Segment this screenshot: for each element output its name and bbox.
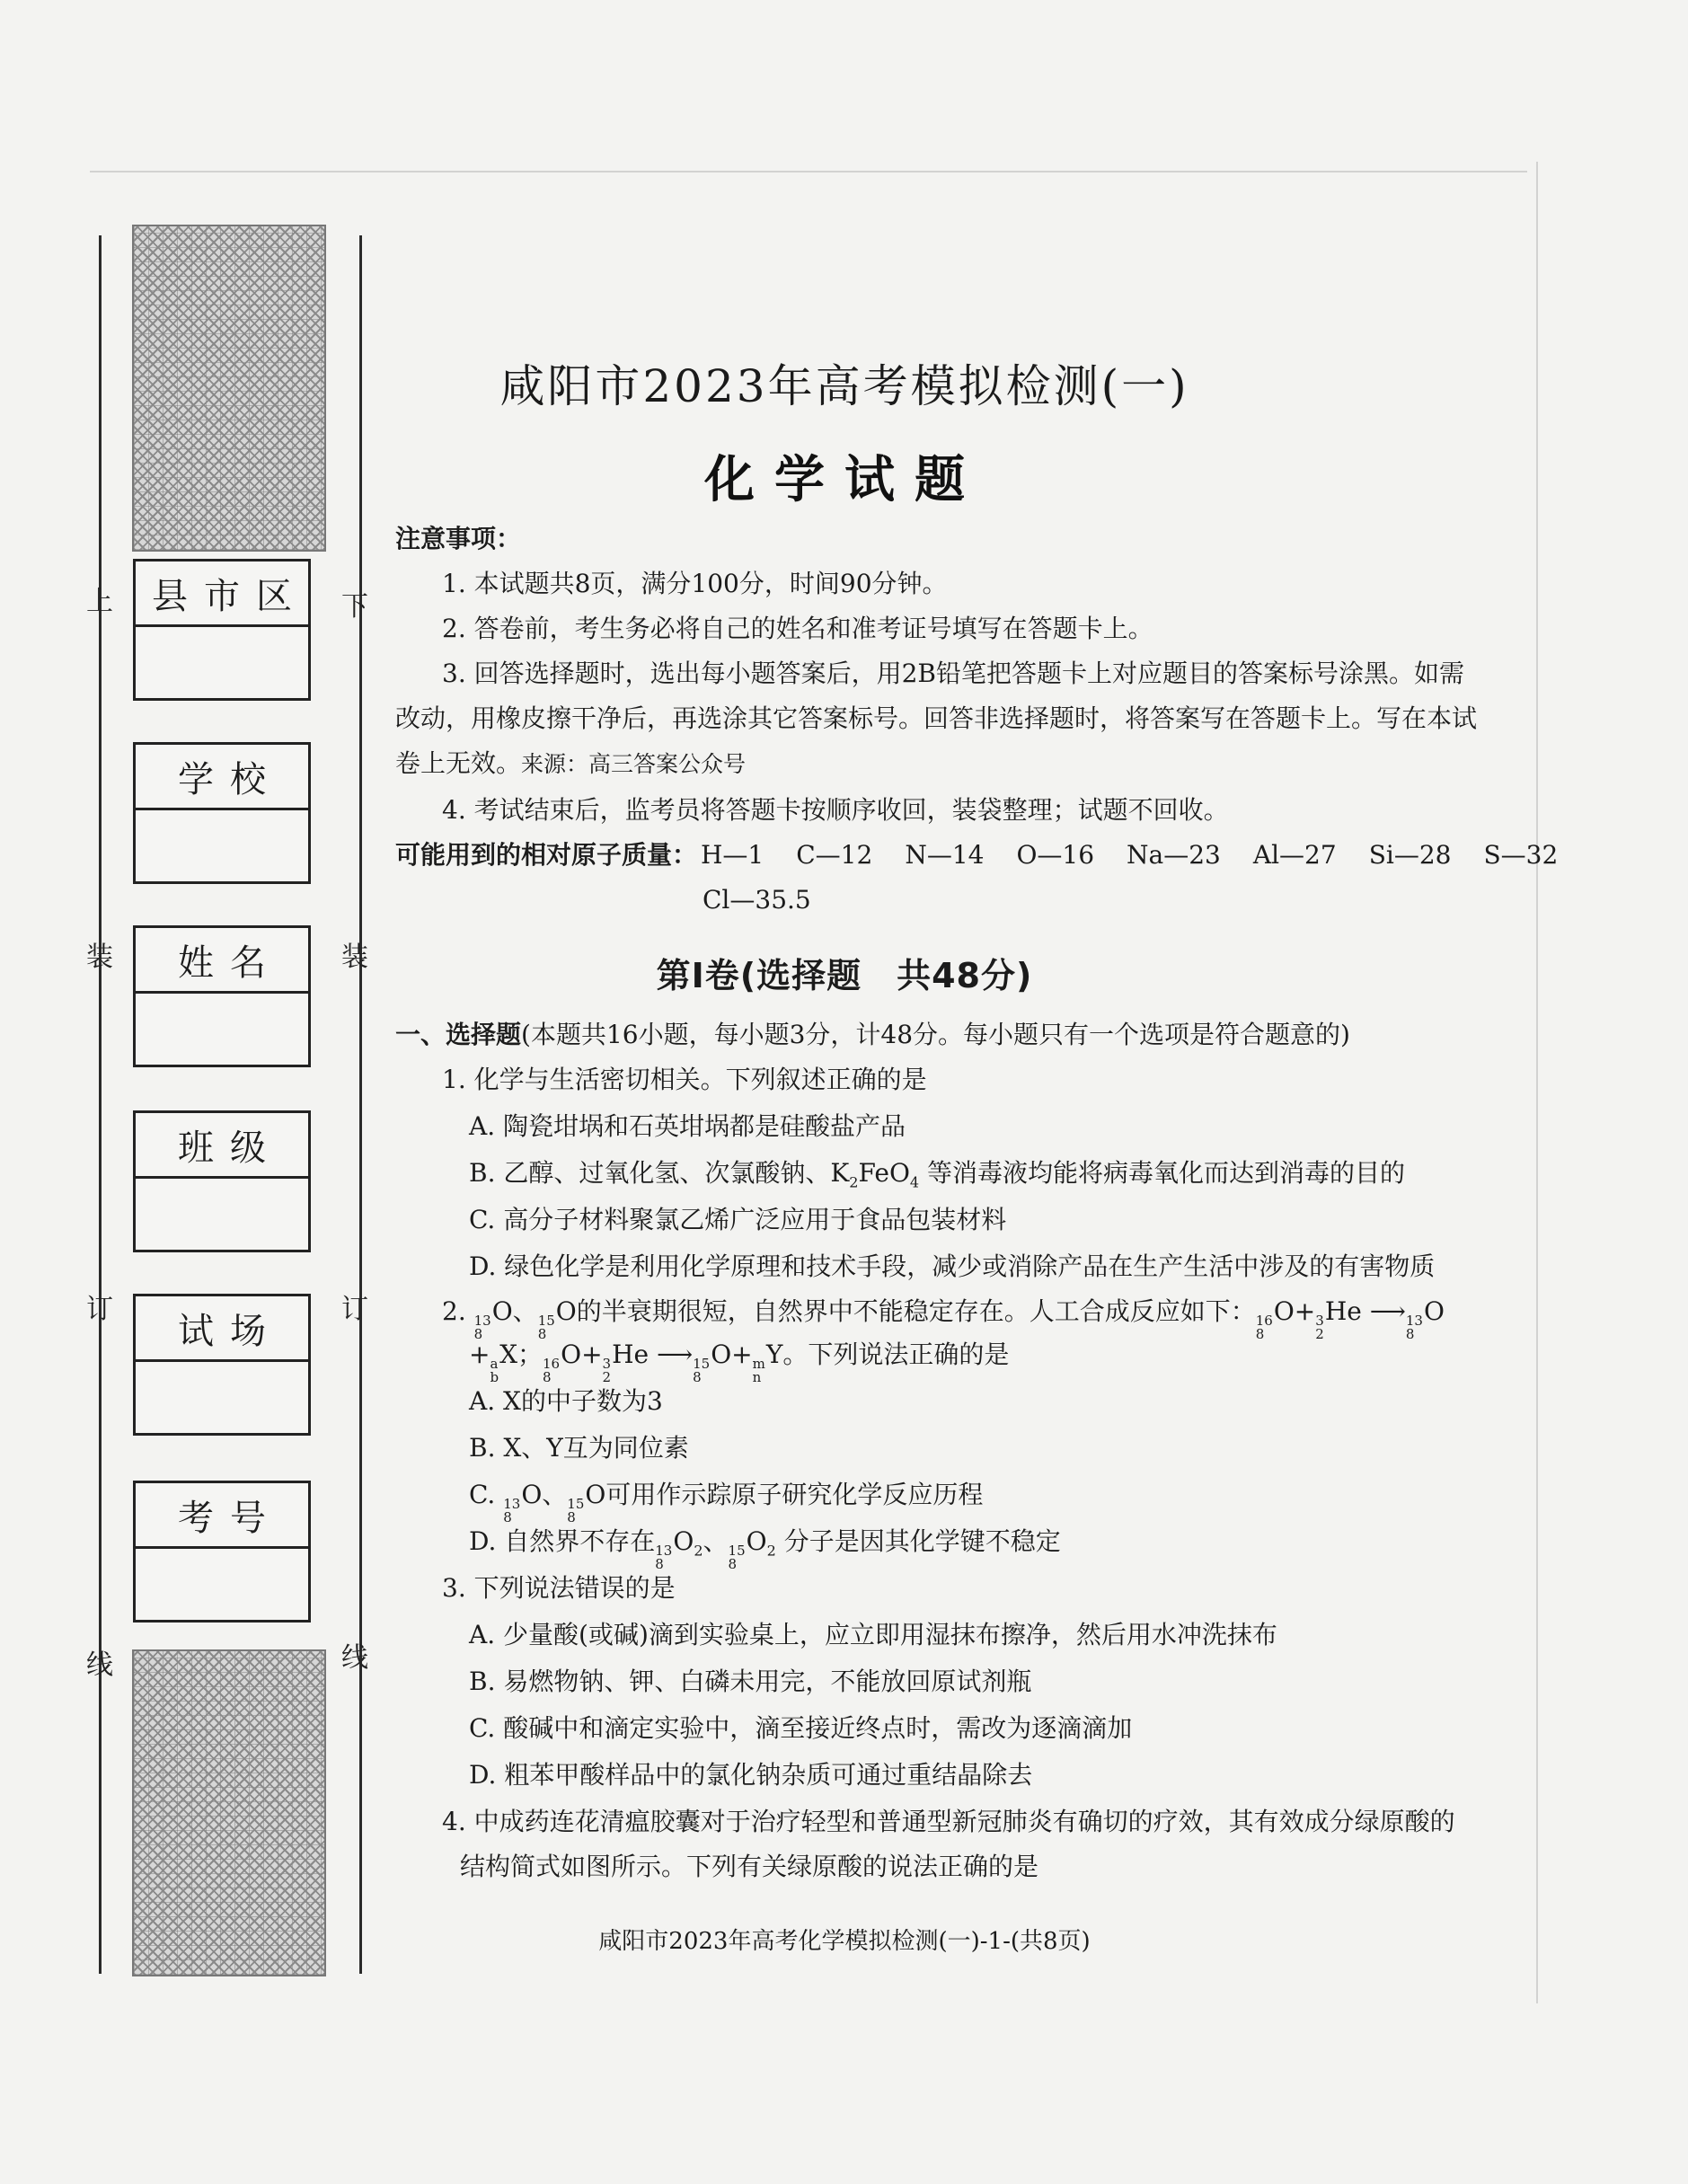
- margin-char: 线: [341, 1642, 368, 1674]
- section-title: 第Ⅰ卷(选择题 共48分): [656, 956, 1033, 995]
- margin-char: 装: [86, 942, 113, 973]
- margin-char: 订: [341, 1294, 368, 1325]
- option-d: D. 绿色化学是利用化学原理和技术手段，减少或消除产品在生产生活中涉及的有害物质: [469, 1251, 1436, 1281]
- atomic-mass: S—32: [1483, 840, 1559, 870]
- margin-char: 订: [86, 1294, 113, 1325]
- option-a: A. 陶瓷坩埚和石英坩埚都是硅酸盐产品: [469, 1111, 906, 1141]
- option-a: A. X的中子数为3: [469, 1386, 663, 1416]
- margin-char: 下: [341, 591, 368, 623]
- field-exam-room[interactable]: [133, 1294, 311, 1436]
- field-class[interactable]: [133, 1110, 311, 1252]
- question-stem: 4. 中成药连花清瘟胶囊对于治疗轻型和普通型新冠肺炎有确切的疗效，其有效成分绿原酸的: [442, 1807, 1455, 1836]
- option-d: D. 自然界不存在 13 8 $O_2$、 15 8 $O_2$ 分子是因其化学键不稳定: [469, 1526, 1061, 1572]
- stem-text: O+: [561, 1340, 603, 1369]
- field-school[interactable]: [133, 742, 311, 884]
- section-instruction: [395, 1017, 1350, 1053]
- option-text: O可用作示踪原子研究化学反应历程: [585, 1480, 984, 1509]
- option-d: D. 粗苯甲酸样品中的氯化钠杂质可通过重结晶除去: [469, 1760, 1033, 1790]
- field-label: 学校: [136, 745, 308, 810]
- stem-text: O的半衰期很短，自然界中不能稳定存在。人工合成反应如下：: [555, 1296, 1256, 1326]
- notice-item-line: [395, 746, 746, 783]
- question-stem: 1. 化学与生活密切相关。下列叙述正确的是: [442, 1065, 927, 1094]
- question-stem: 3. 下列说法错误的是: [442, 1573, 676, 1603]
- atomic-mass-label: 可能用到的相对原子质量：: [395, 840, 698, 870]
- field-county[interactable]: [133, 559, 311, 701]
- atomic-mass: C—12: [796, 840, 873, 870]
- notice-heading: 注意事项：: [395, 524, 522, 553]
- instruction-text: (本题共16小题，每小题3分，计48分。每小题只有一个选项是符合题意的): [521, 1020, 1350, 1049]
- atomic-mass: Cl—35.5: [703, 885, 811, 915]
- notice-item: 4. 考试结束后，监考员将答题卡按顺序收回，装袋整理；试题不回收。: [442, 795, 1229, 825]
- option-text: B. 乙醇、过氧化氢、次氯酸钠、K: [469, 1158, 850, 1188]
- formula: FeO: [858, 1158, 910, 1188]
- atomic-mass: Na—23: [1127, 840, 1221, 870]
- question-stem-cont: 结构简式如图所示。下列有关绿原酸的说法正确的是: [460, 1852, 1039, 1881]
- instruction-heading: 一、选择题: [395, 1020, 522, 1049]
- question-stem-cont: + a b X； 16 8 O+ 3 2 He ⟶ 15 8 O+ m n Y。下列说法正确的是: [469, 1340, 1010, 1385]
- security-pattern-top: [132, 225, 326, 552]
- option-b: B. X、Y互为同位素: [469, 1433, 689, 1463]
- margin-char: 线: [86, 1649, 113, 1681]
- binding-line-left: [99, 235, 102, 1974]
- option-text: D. 自然界不存在: [469, 1526, 656, 1556]
- atomic-mass: O—16: [1016, 840, 1095, 870]
- source-note: 来源：高三答案公众号: [521, 751, 747, 777]
- atomic-mass: Al—27: [1252, 840, 1337, 870]
- notice-text: 卷上无效。: [395, 748, 522, 778]
- margin-char: 上: [86, 586, 113, 617]
- field-label: 县市区: [136, 561, 308, 627]
- option-c: C. 13 8 O、 15 8 O可用作示踪原子研究化学反应历程: [469, 1480, 984, 1525]
- field-label: 班级: [136, 1113, 308, 1179]
- field-exam-number[interactable]: [133, 1481, 311, 1623]
- binding-line-right: [359, 235, 362, 1974]
- stem-text: O、: [491, 1296, 538, 1326]
- field-label: 考号: [136, 1483, 308, 1549]
- stem-text: Y。下列说法正确的是: [765, 1340, 1010, 1369]
- stem-text: O: [1423, 1296, 1445, 1326]
- security-pattern-bottom: [132, 1649, 326, 1976]
- scan-shadow: [1536, 162, 1538, 2003]
- option-b: B. 易燃物钠、钾、白磷未用完，不能放回原试剂瓶: [469, 1667, 1032, 1696]
- atomic-mass: H—1: [701, 840, 764, 870]
- notice-item: 1. 本试题共8页，满分100分，时间90分钟。: [442, 569, 948, 598]
- option-text: 等消毒液均能将病毒氧化而达到消毒的目的: [927, 1158, 1406, 1188]
- atomic-mass: N—14: [905, 840, 985, 870]
- field-label: 姓名: [136, 928, 308, 994]
- notice-item: 2. 答卷前，考生务必将自己的姓名和准考证号填写在答题卡上。: [442, 614, 1153, 643]
- atomic-mass: Si—28: [1368, 840, 1452, 870]
- field-name[interactable]: [133, 925, 311, 1067]
- option-a: A. 少量酸(或碱)滴到实验桌上，应立即用湿抹布擦净，然后用水冲洗抹布: [469, 1620, 1277, 1649]
- stem-text: X；: [499, 1340, 544, 1369]
- option-c: C. 高分子材料聚氯乙烯广泛应用于食品包装材料: [469, 1205, 1007, 1234]
- stem-text: He ⟶: [612, 1340, 694, 1369]
- notice-item: 3. 回答选择题时，选出每小题答案后，用2B铅笔把答题卡上对应题目的答案标号涂黑。如需: [442, 659, 1465, 688]
- field-label: 试场: [136, 1296, 308, 1362]
- page-footer: 咸阳市2023年高考化学模拟检测(一)-1-(共8页): [598, 1928, 1091, 1955]
- scan-shadow: [90, 171, 1527, 172]
- stem-text: O+: [711, 1340, 753, 1369]
- option-c: C. 酸碱中和滴定实验中，滴至接近终点时，需改为逐滴滴加: [469, 1713, 1133, 1743]
- notice-item: 改动，用橡皮擦干净后，再选涂其它答案标号。回答非选择题时，将答案写在答题卡上。写在本试: [395, 703, 1478, 733]
- exam-title: 咸阳市2023年高考模拟检测(一): [499, 360, 1189, 412]
- option-b: B. 乙醇、过氧化氢、次氯酸钠、$K_2FeO_4$ 等消毒液均能将病毒氧化而达到消毒的目的: [469, 1158, 1406, 1191]
- subject-title: 化学试题: [704, 451, 985, 509]
- atomic-mass-row: [395, 837, 1590, 873]
- margin-char: 装: [341, 942, 368, 973]
- option-text: 分子是因其化学键不稳定: [783, 1526, 1061, 1556]
- question-stem: 2. 13 8 O、 15 8 O的半衰期很短，自然界中不能稳定存在。人工合成反应如下： 16 8 O+ 3 2 He ⟶ 13 8 O: [442, 1296, 1445, 1342]
